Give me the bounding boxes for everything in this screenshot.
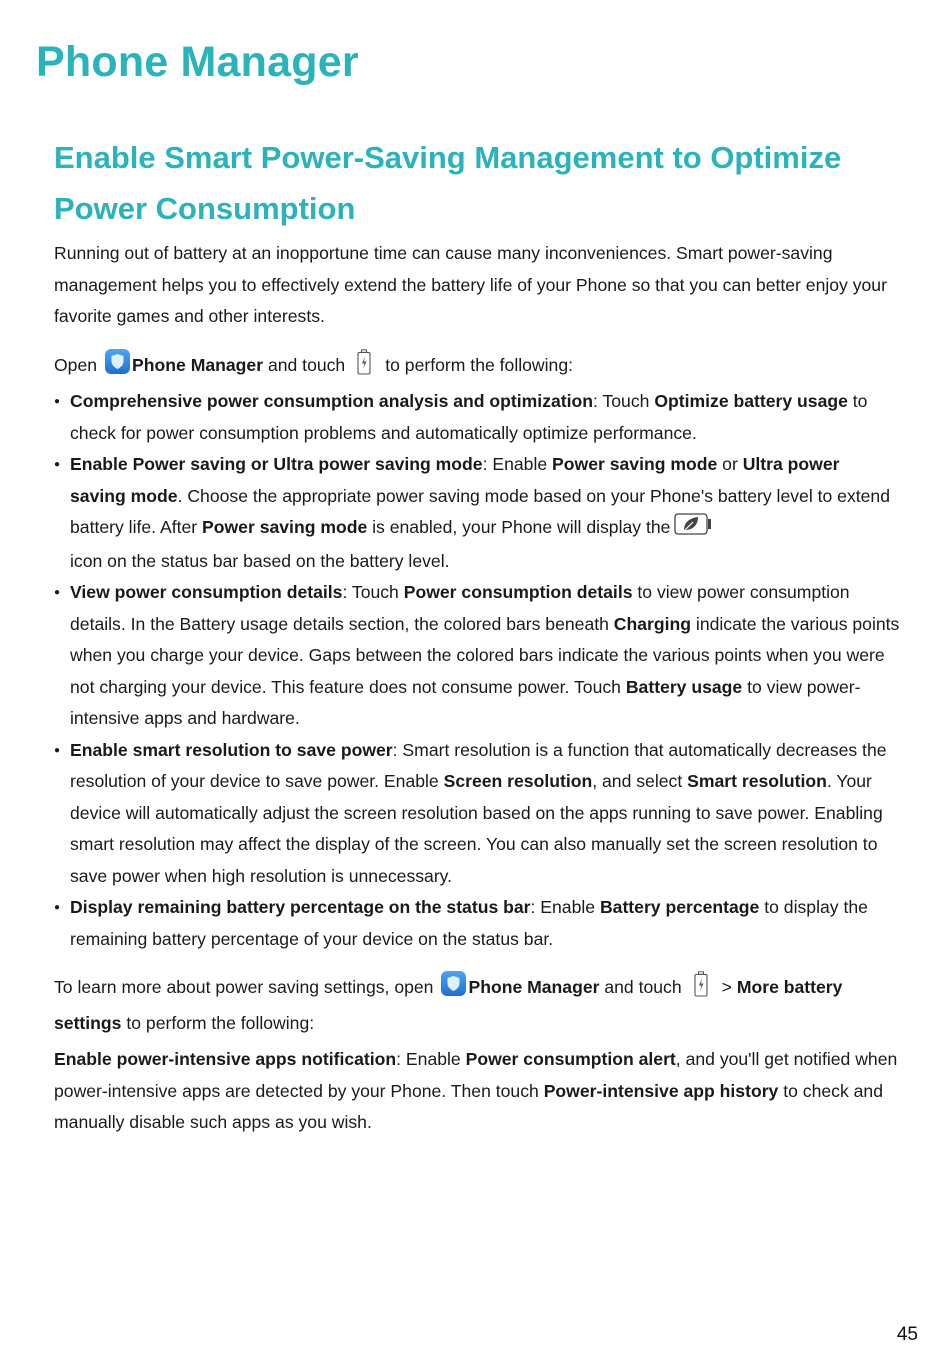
notification-text: , and you'll get notified when power-intensive apps are detected by your Phone. Then touch xyxy=(54,1049,898,1101)
battery-icon xyxy=(357,349,371,386)
bullet-text: or xyxy=(717,454,743,474)
bullet-text: . Your device will automatically adjust the screen resolution based on the apps running to save power. Enabling smart resolution may affect the display of the screen. You can also manually set the screen resolution to save power when high resolution is unnecessary. xyxy=(70,771,883,886)
bullet-text: : Smart resolution is a function that automatically decreases the resolution of your device to save power. Enable xyxy=(70,739,887,791)
bullet-title: Display remaining battery percentage on the status bar xyxy=(70,897,531,917)
bullet-text: : Enable xyxy=(530,897,600,917)
bullet-text: : Touch xyxy=(342,582,404,602)
bullet-title: Enable Power saving or Ultra power saving mode xyxy=(70,454,483,474)
bullet-bold: Optimize battery usage xyxy=(654,391,848,411)
notification-text: : Enable xyxy=(396,1049,466,1069)
bullet-bold: Power saving mode xyxy=(552,454,718,474)
open-instruction xyxy=(54,349,900,386)
bullet-text: is enabled, your Phone will display the xyxy=(367,517,671,537)
bullet-bold: Power consumption details xyxy=(403,582,633,602)
intro-paragraph: Running out of battery at an inopportune time can cause many inconveniences. Smart power-saving management helps you to effectively extend the battery life of your Phone so that you can better enjoy your favorite games and other interests. xyxy=(54,243,887,326)
notification-paragraph xyxy=(54,1044,900,1139)
bullet-bold: Smart resolution xyxy=(687,771,827,791)
list-item xyxy=(54,735,900,893)
bullet-text: , and select xyxy=(592,771,688,791)
bullet-text: to display the remaining battery percentage of your device on the status bar. xyxy=(70,897,868,949)
bullet-bold: Battery usage xyxy=(625,676,743,697)
bullet-text: : Enable xyxy=(482,454,553,474)
bullet-title: Comprehensive power consumption analysis and optimization xyxy=(70,391,594,411)
list-item xyxy=(54,892,900,955)
bullet-text: : Touch xyxy=(593,391,655,411)
open-suffix: to perform the following: xyxy=(385,354,573,375)
article-body xyxy=(54,238,900,1139)
open-prefix: Open xyxy=(54,354,98,375)
bullet-bold: Screen resolution xyxy=(443,771,593,791)
bullet-text: icon on the status bar based on the battery level. xyxy=(70,550,450,571)
learn-more-suffix: to perform the following: xyxy=(121,1012,315,1033)
bullet-text: . Choose the appropriate power saving mode based on your Phone's battery level to extend battery life. After xyxy=(70,485,891,537)
bullet-title: Enable smart resolution to save power xyxy=(70,739,393,760)
bullet-text: to view power consumption details. In the Battery usage details section, the colored bars beneath xyxy=(70,582,850,634)
notification-text: to check and manually disable such apps as you wish. xyxy=(54,1080,883,1132)
bullet-bold: Power saving mode xyxy=(202,517,368,537)
app-name: Phone Manager xyxy=(468,977,600,997)
phone-manager-app-icon xyxy=(105,349,130,374)
app-name: Phone Manager xyxy=(132,354,264,375)
bullet-text: to check for power consumption problems and automatically optimize performance. xyxy=(70,391,868,443)
battery-icon xyxy=(694,971,708,1008)
menu-path: More battery settings xyxy=(54,977,843,1033)
list-item xyxy=(54,449,900,577)
page-number: 45 xyxy=(896,1324,918,1345)
bullet-text: indicate the various points when you charge your device. Gaps between the colored bars indicate the various points when you were not charging your device. This feature does not consume power. Touch xyxy=(70,613,900,697)
bullet-text: to view power-intensive apps and hardware. xyxy=(70,676,861,728)
list-item xyxy=(54,577,900,735)
phone-manager-app-icon xyxy=(441,971,466,996)
page-title: Phone Manager xyxy=(36,38,359,86)
bullet-bold: Charging xyxy=(613,613,692,634)
bullet-bold: Ultra power saving mode xyxy=(70,454,840,506)
learn-more-paragraph xyxy=(54,971,900,1039)
bullet-bold: Battery percentage xyxy=(599,897,760,917)
power-saving-leaf-icon xyxy=(674,513,712,546)
learn-more-prefix: To learn more about power saving settings, open xyxy=(54,977,434,997)
open-middle: and touch xyxy=(267,354,346,375)
list-item xyxy=(54,386,900,449)
notification-bold: Power-intensive app history xyxy=(543,1080,779,1101)
learn-more-middle: and touch xyxy=(604,977,682,997)
section-title: Enable Smart Power-Saving Management to Optimize Power Consumption xyxy=(54,140,842,226)
notification-title: Enable power-intensive apps notification xyxy=(54,1049,397,1069)
bullet-title: View power consumption details xyxy=(70,582,343,602)
feature-list xyxy=(54,386,900,955)
notification-bold: Power consumption alert xyxy=(465,1049,676,1069)
menu-arrow: > xyxy=(721,977,732,997)
